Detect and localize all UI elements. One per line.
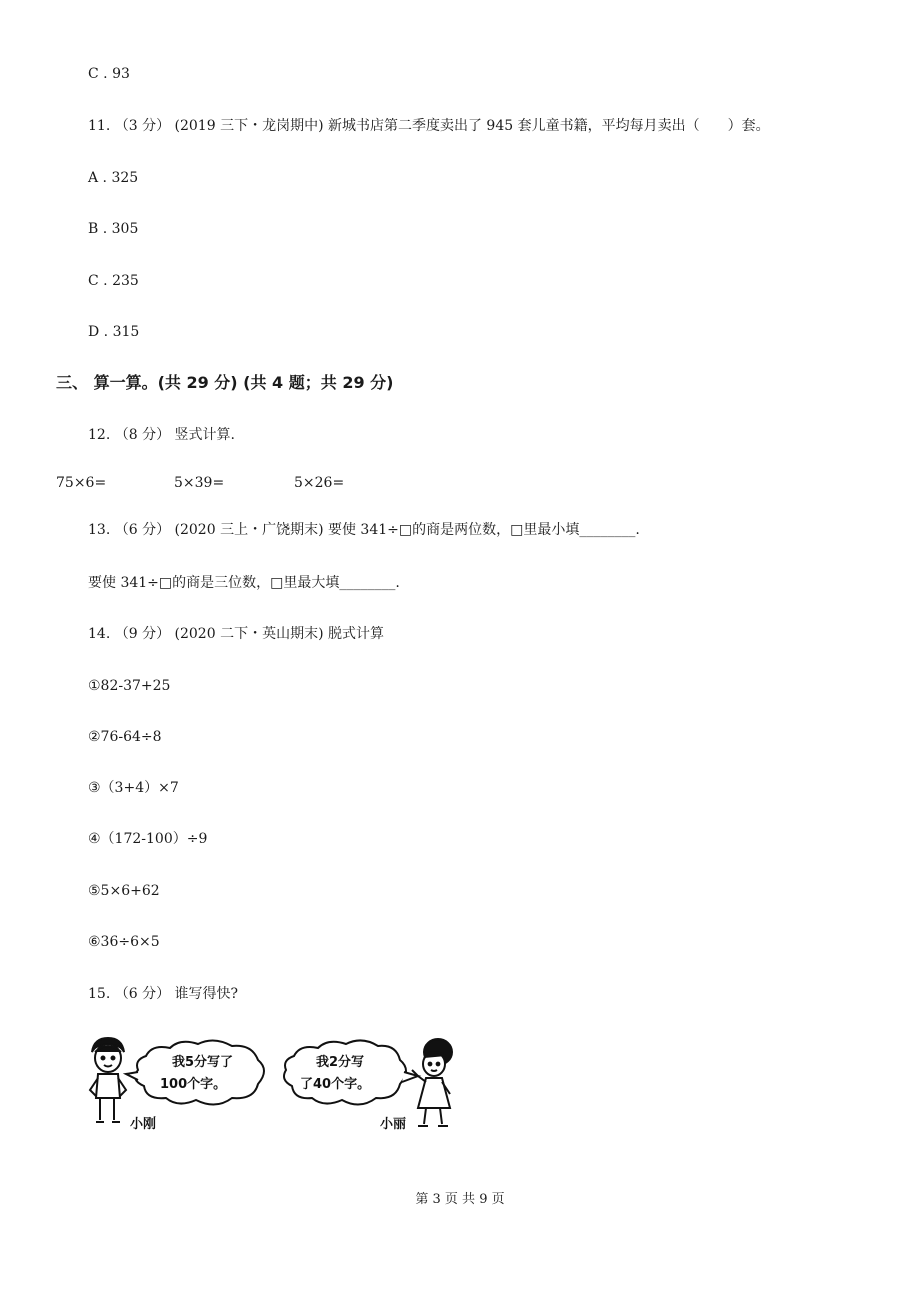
girl-name-label: 小丽 — [380, 1117, 407, 1132]
q12-calc-row — [0, 473, 920, 493]
page-footer: 第 3 页 共 9 页 — [415, 1192, 505, 1207]
boy-speech-bubble — [126, 1040, 264, 1104]
boy-figure — [90, 1038, 126, 1122]
q12-calc-2: 5×39= — [174, 475, 225, 491]
boy-bubble-line-2: 100个字。 — [160, 1077, 227, 1092]
q12-calc-3: 5×26= — [294, 475, 345, 491]
q11-option-c: C . 235 — [88, 273, 139, 289]
q11-option-b: B . 305 — [88, 221, 139, 237]
q15-stem: 15. （6 分） 谁写得快? — [88, 986, 239, 1002]
q14-item-3: ③（3+4）×7 — [88, 780, 179, 796]
q15-illustration — [82, 1036, 472, 1136]
q11-stem: 11. （3 分） (2019 三下・龙岗期中) 新城书店第二季度卖出了 945 套儿童书籍，平均每月卖出（ ）套。 — [88, 118, 770, 134]
boy-name-label: 小刚 — [130, 1117, 157, 1132]
q14-item-5: ⑤5×6+62 — [88, 883, 160, 899]
q12-calc-1: 75×6= — [56, 475, 107, 491]
q14-item-6: ⑥36÷6×5 — [88, 934, 160, 950]
boy-bubble-line-1: 我5分写了 — [172, 1055, 234, 1070]
illustration-svg — [82, 1036, 472, 1136]
q13-line-1: 13. （6 分） (2020 三上・广饶期末) 要使 341÷□的商是两位数，□里最小填________. — [88, 522, 640, 538]
q10-option-c: C . 93 — [88, 66, 130, 82]
girl-speech-bubble — [284, 1040, 418, 1104]
q14-item-4: ④（172-100）÷9 — [88, 831, 208, 847]
q14-stem: 14. （9 分） (2020 二下・英山期末) 脱式计算 — [88, 626, 384, 642]
girl-bubble-line-2: 了40个字。 — [300, 1077, 371, 1092]
q11-option-d: D . 315 — [88, 324, 140, 340]
girl-bubble-line-1: 我2分写 — [316, 1055, 365, 1070]
q14-item-1: ①82-37+25 — [88, 678, 171, 694]
section-3-title: 三、 算一算。(共 29 分) (共 4 题；共 29 分) — [56, 373, 394, 392]
q14-item-2: ②76-64÷8 — [88, 729, 162, 745]
girl-figure — [412, 1039, 452, 1126]
q12-stem: 12. （8 分） 竖式计算. — [88, 427, 235, 443]
q11-option-a: A . 325 — [88, 170, 139, 186]
q13-line-2: 要使 341÷□的商是三位数，□里最大填________. — [88, 575, 400, 591]
